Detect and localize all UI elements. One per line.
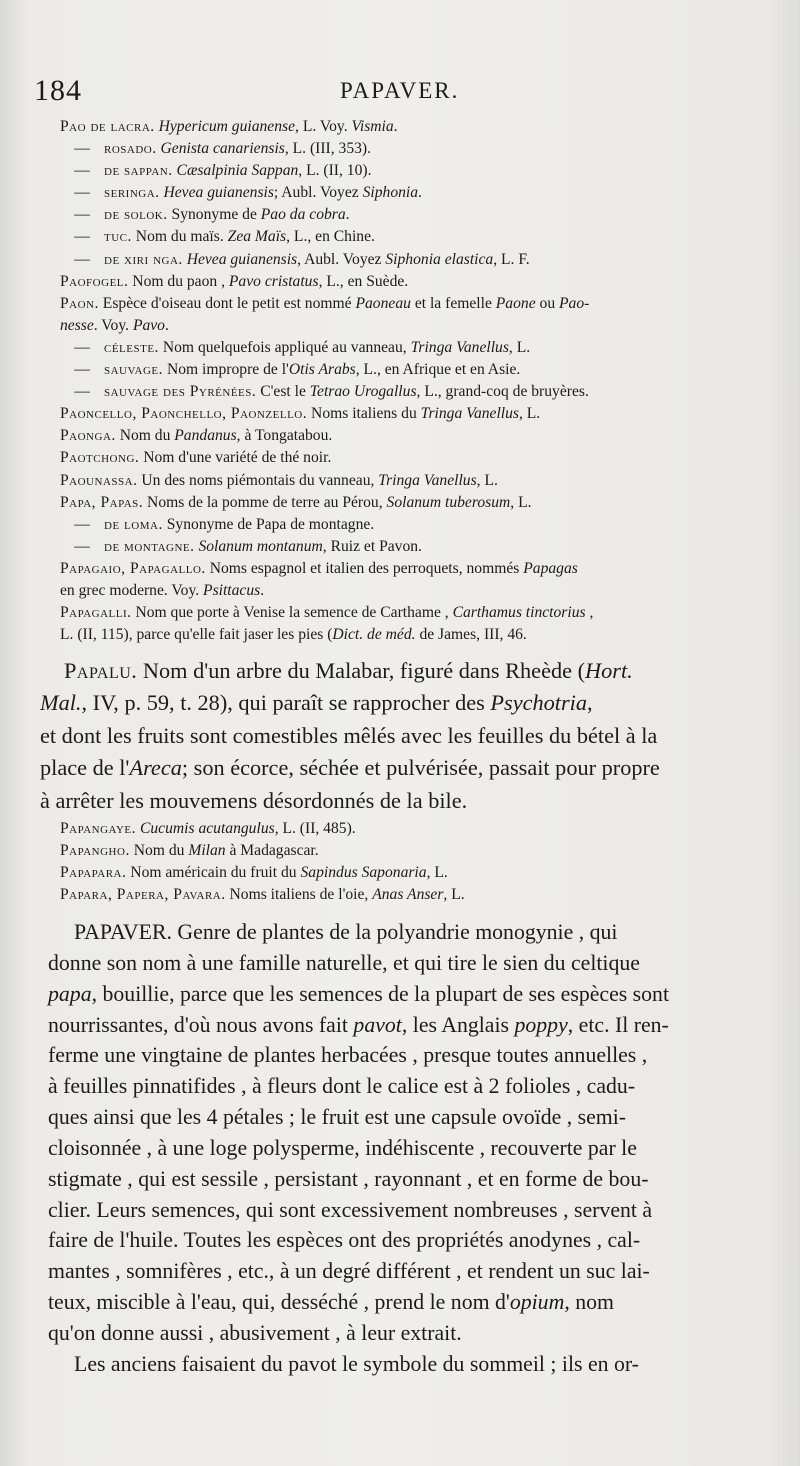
italic-text: Hypericum guianense [158, 118, 296, 135]
text-line [48, 979, 773, 1010]
entry-line [60, 580, 780, 602]
body-text: , bouillie, parce que les semences de la plupart de ses espèces sont [91, 981, 670, 1006]
italic-text: poppy [514, 1012, 568, 1037]
entry-line [60, 536, 780, 558]
body-text: Nom quelquefois appliqué au vanneau, [158, 338, 411, 356]
text-line [40, 720, 770, 752]
italic-text: Solanum tuberosum [386, 493, 511, 511]
entry-headword: de sappan. [104, 162, 173, 180]
body-text: nourrissantes, d'où nous avons fait [48, 1012, 354, 1037]
body-text: à arrêter les mouvemens désordonnés de la bile. [40, 787, 468, 813]
italic-text: Tringa Vanellus [410, 338, 509, 356]
italic-text: Genista canariensis [160, 140, 285, 158]
italic-text: Cæsalpinia Sappan [176, 162, 299, 180]
body-text: Nom du [129, 842, 189, 860]
entry-headword: Papangho. [60, 842, 130, 860]
text-line [48, 1349, 773, 1380]
entry-line [60, 116, 780, 138]
entry-line [60, 492, 780, 514]
entry-line [60, 862, 780, 884]
text-line [40, 785, 770, 817]
italic-text: opium [509, 1290, 565, 1315]
entry-line [60, 818, 780, 840]
italic-text: Hort. [585, 658, 633, 683]
entry-dash: — [74, 338, 90, 356]
body-text: à Madagascar. [225, 842, 319, 860]
body-text: Nom que porte à Venise la semence de Carthame , [131, 604, 453, 622]
italic-text: Zea Maïs [227, 228, 287, 246]
body-text: en grec moderne. Voy. [60, 581, 204, 599]
entry-headword: Paotchong. [60, 449, 140, 467]
body-text: mantes , somnifères , etc., à un degré différent , et rendent un suc lai- [48, 1259, 650, 1284]
italic-text: Paoneau [355, 294, 411, 312]
entry-headword: Pao de lacra. [60, 118, 155, 135]
italic-text: Solanum montanum [198, 537, 323, 555]
body-text: , L. [476, 471, 498, 489]
body-text: L. (II, 115), parce qu'elle fait jaser les pies ( [60, 626, 333, 644]
entry-headword: Papagaio, Papagallo. [60, 559, 206, 577]
body-text: , L. [508, 338, 531, 356]
entry-headword: rosado. [104, 140, 157, 158]
body-text: place de l' [40, 755, 130, 781]
italic-text: Areca [129, 755, 182, 781]
text-line [48, 1225, 773, 1256]
italic-text: Hevea guianensis [163, 184, 274, 202]
italic-text: Otis Arabs [288, 361, 356, 379]
body-text: Espèce d'oiseau dont le petit est nommé [98, 294, 356, 312]
italic-text: papa [48, 981, 92, 1006]
text-line [48, 1102, 773, 1133]
body-text: , L. Voy. [295, 118, 352, 135]
text-line [40, 687, 770, 719]
body-text: faire de l'huile. Toutes les espèces ont des propriétés anodynes , cal- [48, 1228, 641, 1253]
entry-line [60, 447, 780, 469]
entry-line [60, 271, 780, 293]
entry-line [60, 884, 780, 906]
italic-text: Sapindus Saponaria [300, 864, 427, 882]
body-text: Noms de la pomme de terre au Pérou, [143, 493, 387, 511]
body-text: Les anciens faisaient du pavot le symbole du sommeil ; ils en or- [74, 1351, 639, 1376]
body-text: , L. [518, 405, 541, 423]
body-text: , L., en Suède. [318, 272, 409, 290]
headword: Papalu. [64, 658, 138, 683]
dictionary-entries-first [60, 116, 780, 646]
italic-text: Psittacus [203, 581, 261, 599]
text-line [48, 1287, 773, 1318]
body-text: Nom du [115, 427, 175, 445]
entry-dash: — [74, 140, 90, 158]
entry-headword: tuc. [104, 228, 132, 246]
body-text: , L., grand-coq de bruyères. [416, 383, 589, 401]
body-text: , L. [443, 886, 465, 904]
italic-text: Siphonia elastica [385, 250, 494, 268]
italic-text: Paone [495, 294, 536, 312]
entry-headword: Paofogel. [60, 272, 129, 290]
body-text: ; Aubl. Voyez [273, 184, 363, 202]
body-text: Synonyme de [167, 206, 261, 224]
body-text: de James, III, 46. [415, 626, 527, 644]
body-text: ferme une vingtaine de plantes herbacées , presque toutes annuelles , [48, 1043, 648, 1068]
headword: PAPAVER. [74, 920, 172, 944]
body-text: , IV, p. 59, t. 28), qui paraît se rapprocher des [81, 690, 491, 716]
entry-line [60, 337, 780, 359]
body-text: Noms espagnol et italien des perroquets, nommés [205, 559, 524, 577]
body-text: Genre de plantes de la polyandrie monogynie , qui [171, 920, 618, 944]
entry-headword: Paonga. [60, 427, 116, 445]
entry-dash: — [74, 228, 90, 246]
body-text: et dont les fruits sont comestibles mêlés avec les feuilles du bétel à la [40, 722, 658, 748]
body-text: , L. (II, 10). [298, 162, 372, 180]
entry-line [60, 624, 780, 646]
text-line [48, 1256, 773, 1287]
papaver-article [48, 917, 773, 1380]
body-text: Nom américain du fruit du [126, 864, 301, 882]
italic-text: Papagas [523, 559, 578, 577]
body-text: ques ainsi que les 4 pétales ; le fruit est une capsule ovoïde , semi- [48, 1105, 627, 1130]
text-line [48, 917, 773, 948]
body-text: ou [535, 294, 560, 312]
entry-line [60, 359, 780, 381]
italic-text: Pao- [559, 294, 590, 312]
entry-headword: Paoncello, Paonchello, Paonzello. [60, 405, 308, 423]
italic-text: Pao da cobra [260, 206, 346, 224]
body-text: , Aubl. Voyez [297, 250, 386, 268]
text-line [40, 655, 770, 687]
entry-headword: Paon. [60, 294, 99, 312]
body-text: , L., en Chine. [286, 228, 375, 246]
italic-text: Cucumis acutangulus [139, 820, 275, 837]
body-text: , L. [510, 493, 532, 511]
text-line [40, 752, 770, 784]
body-text: , Ruiz et Pavon. [322, 537, 422, 555]
body-text: teux, miscible à l'eau, qui, desséché , prend le nom d' [48, 1290, 510, 1315]
italic-text: Milan [188, 842, 226, 860]
entry-line [60, 249, 780, 271]
italic-text: Pandanus [174, 427, 237, 445]
italic-text: Tetrao Urogallus [309, 383, 417, 401]
body-text: Nom du maïs. [131, 228, 228, 246]
text-line [48, 1010, 773, 1041]
italic-text: Tringa Vanellus [420, 405, 519, 423]
entry-line [60, 602, 780, 624]
body-text: Noms italiens du [307, 405, 421, 423]
entry-line [60, 558, 780, 580]
text-line [48, 948, 773, 979]
papalu-article [40, 655, 770, 817]
text-line [48, 1164, 773, 1195]
body-text: Nom d'une variété de thé noir. [139, 449, 332, 467]
entry-dash: — [74, 162, 90, 180]
body-text: Nom du paon , [128, 272, 229, 290]
body-text: ; son écorce, séchée et pulvérisée, passait pour propre [181, 755, 660, 781]
entry-headword: de xiri nga. [104, 250, 183, 268]
body-text: , L. F. [493, 250, 530, 268]
entry-line [60, 381, 780, 403]
entry-headword: de loma. [104, 515, 163, 533]
entry-dash: — [74, 250, 90, 268]
body-text: Nom d'un arbre du Malabar, figuré dans Rheède ( [137, 658, 586, 683]
entry-line [60, 514, 780, 536]
entry-line [60, 204, 780, 226]
body-text: , L. (II, 485). [274, 820, 356, 837]
entry-headword: céleste. [104, 338, 159, 356]
body-text: . Voy. [93, 316, 133, 334]
entry-line [60, 226, 780, 248]
entry-line [60, 403, 780, 425]
entry-line [60, 425, 780, 447]
body-text: , [585, 604, 594, 622]
body-text: , L., en Afrique et en Asie. [355, 361, 521, 379]
body-text: à feuilles pinnatifides , à fleurs dont le calice est à 2 folioles , cadu- [48, 1074, 636, 1099]
text-line [48, 1071, 773, 1102]
body-text: C'est le [256, 383, 310, 401]
body-text: donne son nom à une famille naturelle, et qui tire le sien du celtique [48, 950, 640, 975]
italic-text: Pavo [132, 316, 165, 334]
entry-headword: seringa. [104, 184, 160, 202]
italic-text: pavot [353, 1012, 402, 1037]
entry-line [60, 840, 780, 862]
entry-dash: — [74, 184, 90, 202]
body-text: , L. [426, 864, 448, 882]
italic-text: nesse [60, 316, 94, 334]
body-text: Nom impropre de l' [163, 361, 289, 379]
entry-dash: — [74, 206, 90, 224]
entry-headword: de montagne. [104, 537, 195, 555]
entry-line [60, 182, 780, 204]
body-text: , L. (III, 353). [284, 140, 372, 158]
entry-headword: Papangaye. [60, 820, 137, 837]
running-title: PAPAVER. [340, 78, 460, 103]
body-text: . [260, 581, 265, 599]
entry-headword: Papara, Papera, Pavara. [60, 886, 226, 904]
body-text: , [587, 690, 593, 716]
body-text: Synonyme de Papa de montagne. [162, 515, 375, 533]
body-text: . [164, 316, 169, 334]
body-text: , nom [564, 1290, 614, 1315]
body-text: clier. Leurs semences, qui sont excessivement nombreuses , servent à [48, 1197, 653, 1222]
italic-text: Hevea guianensis [186, 250, 298, 268]
entry-headword: Papa, Papas. [60, 493, 144, 511]
entry-dash: — [74, 515, 90, 533]
entry-headword: sauvage des Pyrénées. [104, 383, 257, 401]
entry-headword: sauvage. [104, 361, 164, 379]
text-line [48, 1195, 773, 1226]
entry-line [60, 138, 780, 160]
entry-headword: Papagalli. [60, 604, 132, 622]
text-line [48, 1318, 773, 1349]
body-text: et la femelle [410, 294, 496, 312]
body-text: qu'on donne aussi , abusivement , à leur extrait. [48, 1320, 462, 1345]
dictionary-entries-second [60, 818, 780, 906]
body-text: Un des noms piémontais du vanneau, [137, 471, 379, 489]
entry-line [60, 315, 780, 337]
body-text: , etc. Il ren- [567, 1012, 669, 1037]
text-line [48, 1040, 773, 1071]
entry-dash: — [74, 537, 90, 555]
italic-text: Dict. de méd. [332, 626, 416, 644]
italic-text: Mal. [40, 690, 82, 716]
body-text: . [393, 118, 398, 135]
italic-text: Pavo cristatus [228, 272, 319, 290]
italic-text: Siphonia [362, 184, 419, 202]
entry-headword: Papapara. [60, 864, 127, 882]
entry-dash: — [74, 383, 90, 401]
entry-line [60, 293, 780, 315]
body-text: stigmate , qui est sessile , persistant , rayonnant , et en forme de bou- [48, 1166, 649, 1191]
entry-dash: — [74, 361, 90, 379]
italic-text: Anas Anser [372, 886, 444, 904]
body-text: , les Anglais [401, 1012, 515, 1037]
entry-headword: de solok. [104, 206, 168, 224]
body-text: , à Tongatabou. [236, 427, 333, 445]
page-number: 184 [34, 74, 82, 107]
italic-text: Tringa Vanellus [378, 471, 477, 489]
italic-text: Psychotria [490, 690, 587, 716]
entry-line [60, 470, 780, 492]
italic-text: Carthamus tinctorius [452, 604, 586, 622]
body-text: cloisonnée , à une loge polysperme, indéhiscente , recouverte par le [48, 1135, 637, 1160]
body-text: . [418, 184, 422, 202]
body-text: . [345, 206, 350, 224]
entry-line [60, 160, 780, 182]
running-head [34, 74, 774, 110]
text-line [48, 1133, 773, 1164]
body-text: Noms italiens de l'oie, [225, 886, 373, 904]
italic-text: Vismia [351, 118, 394, 135]
entry-headword: Paounassa. [60, 471, 138, 489]
